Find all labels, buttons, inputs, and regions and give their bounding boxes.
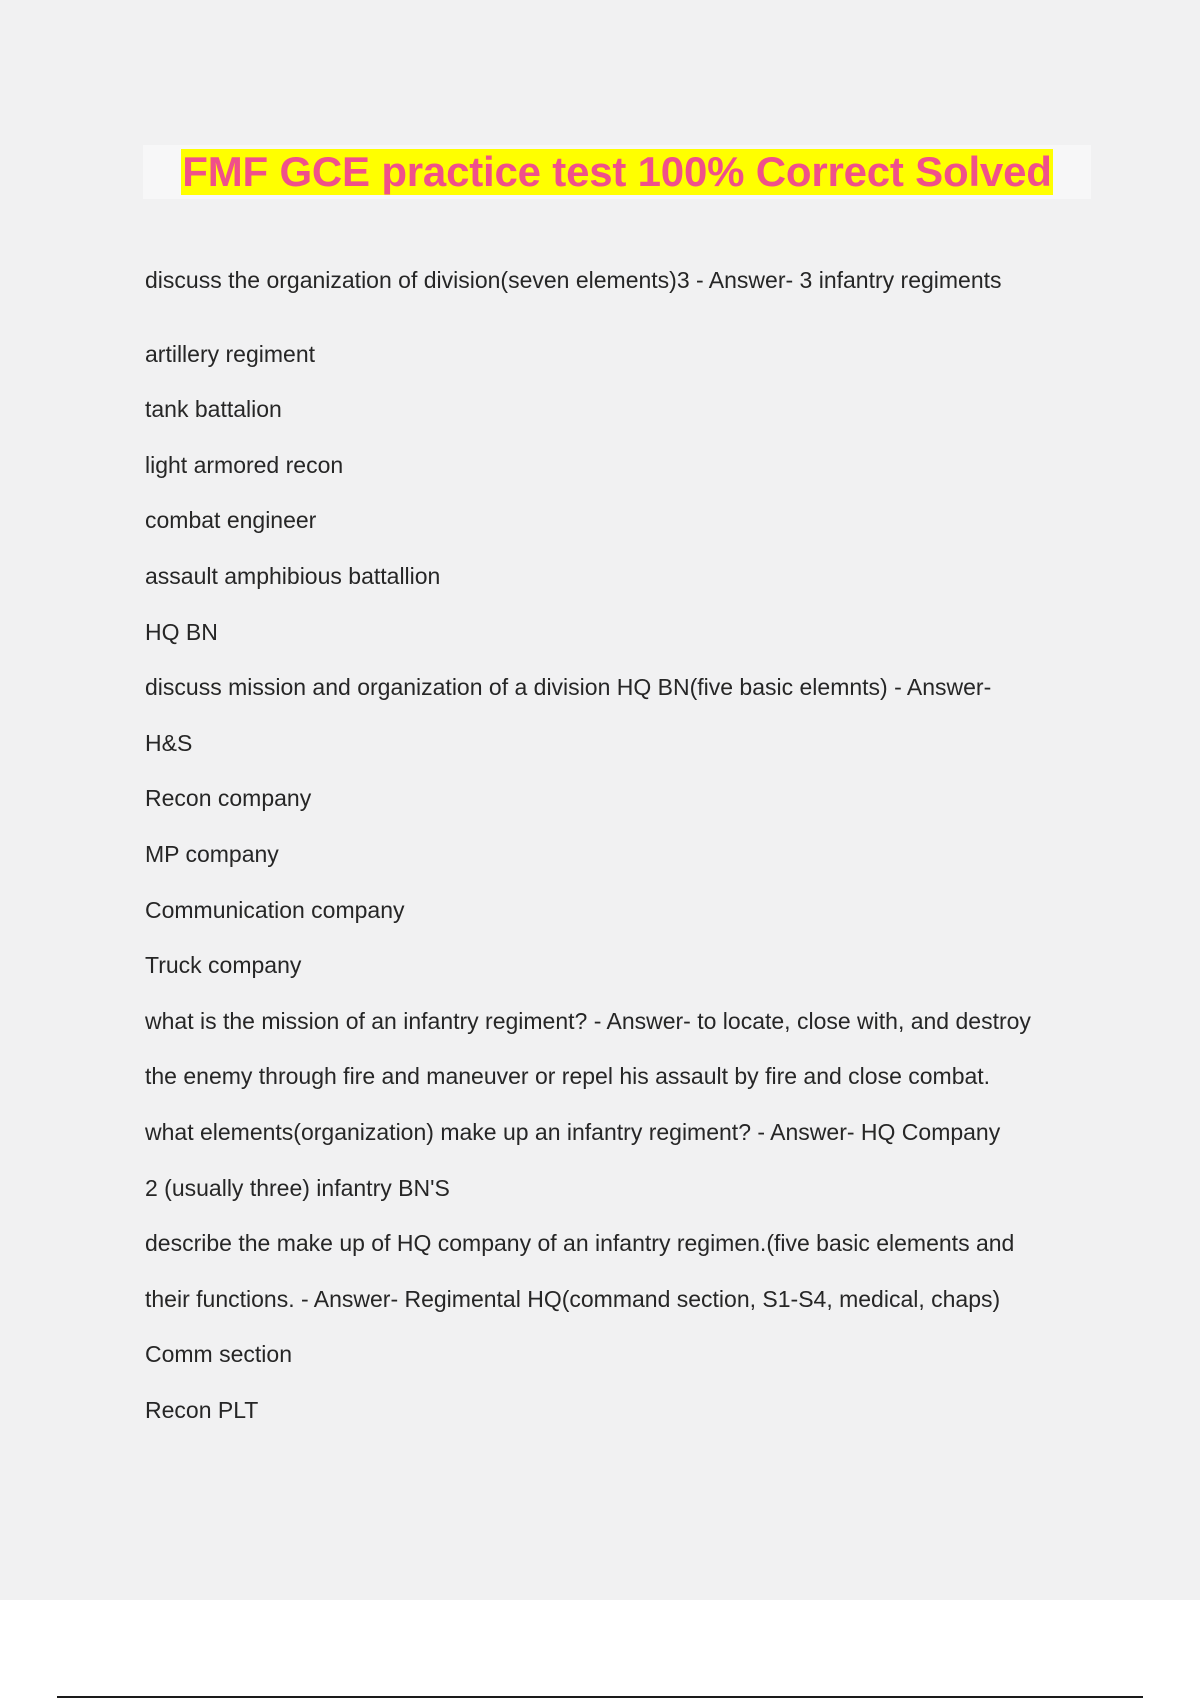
text-line: discuss mission and organization of a division HQ BN(five basic elemnts) - Answer- bbox=[145, 674, 992, 700]
text-line: HQ BN bbox=[145, 619, 218, 645]
text-line: H&S bbox=[145, 730, 193, 756]
text-line: artillery regiment bbox=[145, 341, 315, 367]
text-line: discuss the organization of division(seven elements)3 - Answer- 3 infantry regiments bbox=[145, 267, 1002, 293]
text-line: 2 (usually three) infantry BN'S bbox=[145, 1175, 450, 1201]
page-title: FMF GCE practice test 100% Correct Solved bbox=[182, 148, 1052, 195]
text-line: Recon PLT bbox=[145, 1397, 259, 1423]
text-line: Comm section bbox=[145, 1341, 292, 1367]
text-line: what is the mission of an infantry regiment? - Answer- to locate, close with, and destroy bbox=[145, 1008, 1031, 1034]
text-line: light armored recon bbox=[145, 452, 344, 478]
text-line: assault amphibious battallion bbox=[145, 563, 441, 589]
text-line: Communication company bbox=[145, 897, 405, 923]
text-line: MP company bbox=[145, 841, 279, 867]
text-line: Recon company bbox=[145, 785, 312, 811]
text-line: what elements(organization) make up an infantry regiment? - Answer- HQ Company bbox=[145, 1119, 1001, 1145]
text-line: describe the make up of HQ company of an infantry regimen.(five basic elements and bbox=[145, 1230, 1015, 1256]
text-line: combat engineer bbox=[145, 507, 317, 533]
text-line: Truck company bbox=[145, 952, 302, 978]
text-line: their functions. - Answer- Regimental HQ(command section, S1-S4, medical, chaps) bbox=[145, 1286, 1001, 1312]
text-line: the enemy through fire and maneuver or repel his assault by fire and close combat. bbox=[145, 1063, 991, 1089]
title-band bbox=[143, 145, 1091, 199]
footer-divider bbox=[57, 1696, 1143, 1698]
text-line: tank battalion bbox=[145, 396, 282, 422]
